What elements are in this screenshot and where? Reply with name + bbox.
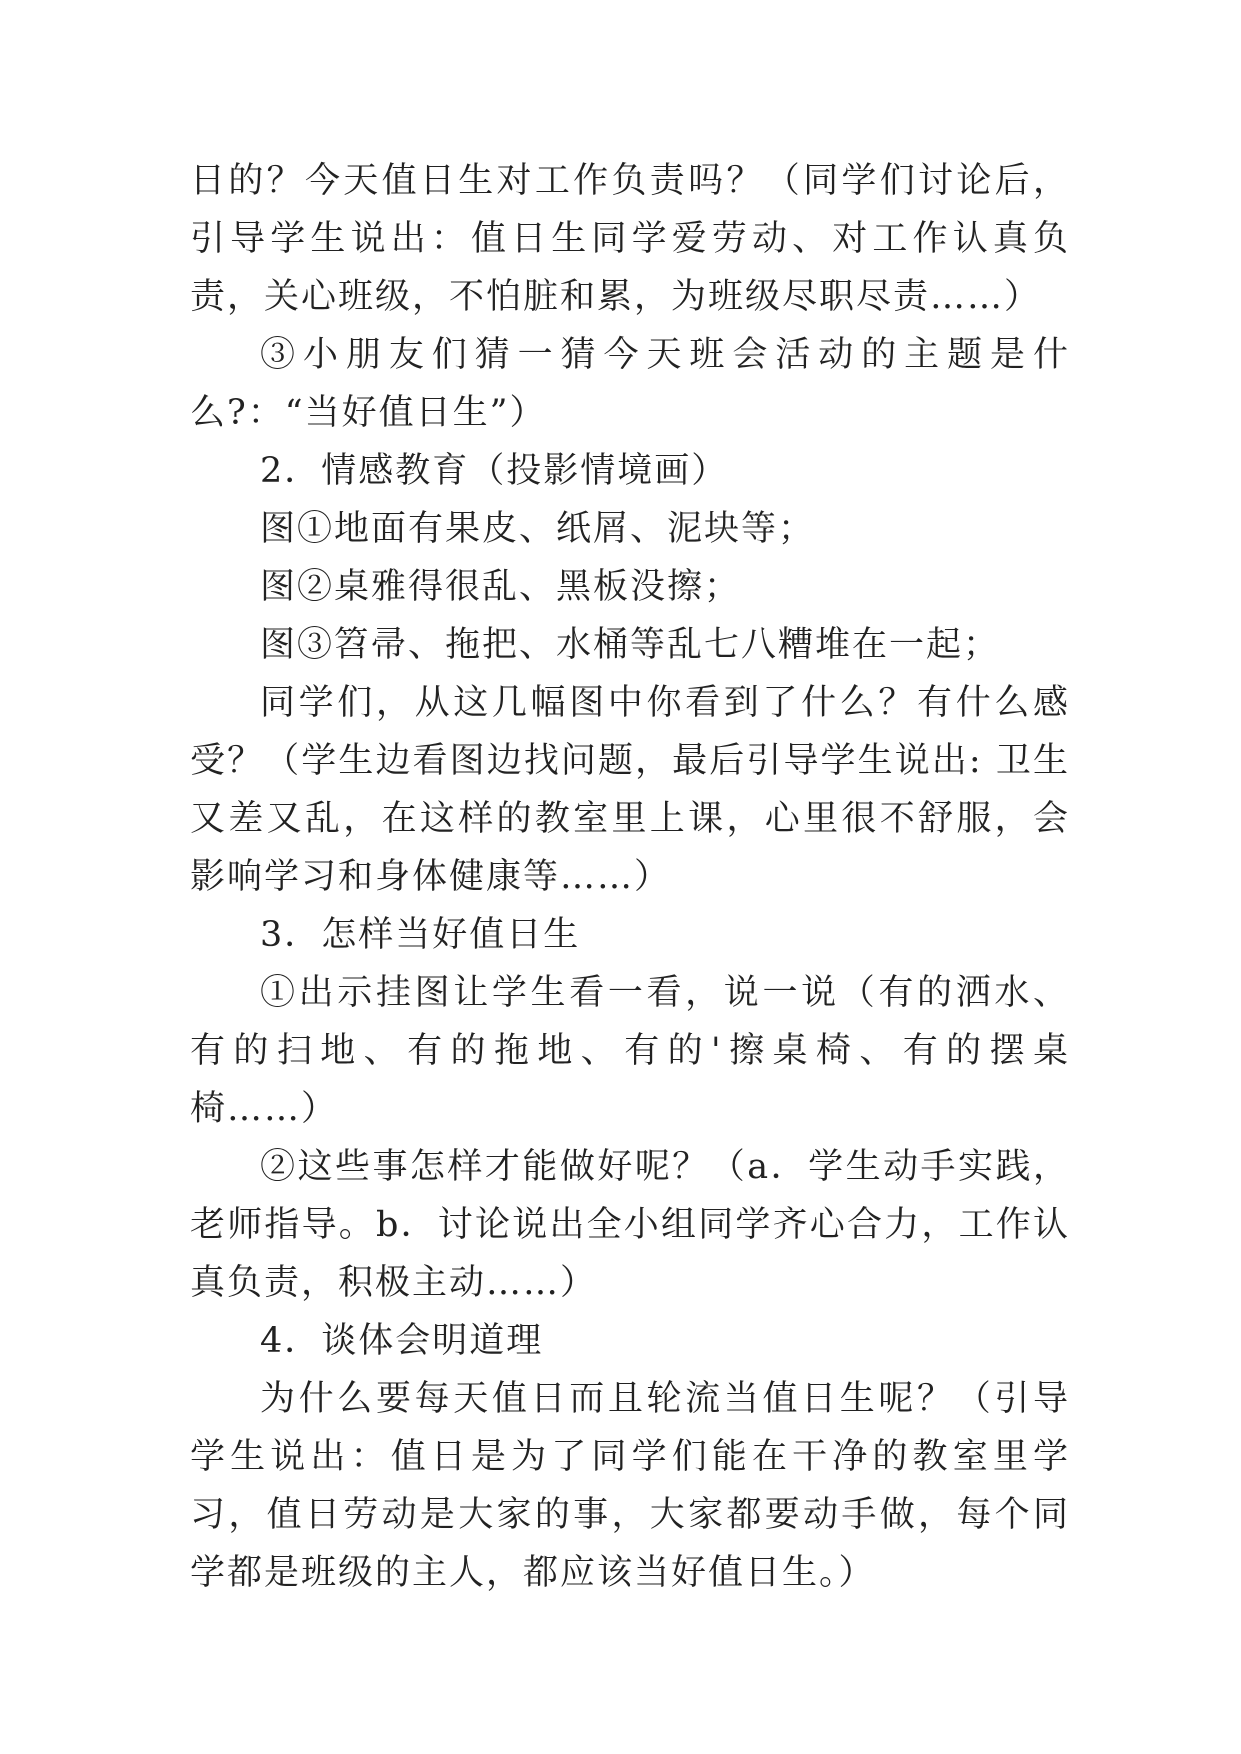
paragraph-figure-3: 图③笤帚、拖把、水桶等乱七八糟堆在一起； bbox=[260, 625, 1001, 665]
paragraph-figure-1: 图①地面有果皮、纸屑、泥块等； bbox=[260, 509, 816, 549]
paragraph-item-1: ①出示挂图让学生看一看，说一说（有的洒水、有的扫地、有的拖地、有的'擦桌椅、有的摆桌椅……） bbox=[190, 973, 1070, 1129]
section-heading-4: 4．谈体会明道理 bbox=[260, 1321, 544, 1361]
paragraph-item-2: ②这些事怎样才能做好呢？（a．学生动手实践，老师指导。b．讨论说出全小组同学齐心合力，工作认真负责，积极主动……） bbox=[190, 1147, 1070, 1303]
paragraph-conclusion: 为什么要每天值日而且轮流当值日生呢？（引导学生说出：值日是为了同学们能在干净的教室里学习，值日劳动是大家的事，大家都要动手做，每个同学都是班级的主人，都应该当好值日生。） bbox=[190, 1379, 1070, 1593]
paragraph-2: ③小朋友们猜一猜今天班会活动的主题是什么?：“当好值日生”） bbox=[190, 335, 1070, 433]
paragraph-discussion: 同学们，从这几幅图中你看到了什么？有什么感受？（学生边看图边找问题，最后引导学生说出: 卫生又差又乱，在这样的教室里上课，心里很不舒服，会影响学习和身体健康等……） bbox=[190, 683, 1070, 897]
paragraph-1: 日的？今天值日生对工作负责吗？（同学们讨论后，引导学生说出：值日生同学爱劳动、对工作认真负责，关心班级，不怕脏和累，为班级尽职尽责……） bbox=[190, 161, 1070, 317]
section-heading-2: 2．情感教育（投影情境画） bbox=[260, 451, 729, 491]
document-body bbox=[190, 152, 1070, 1602]
paragraph-figure-2: 图②桌雅得很乱、黑板没擦； bbox=[260, 567, 742, 607]
section-heading-3: 3．怎样当好值日生 bbox=[260, 915, 581, 955]
